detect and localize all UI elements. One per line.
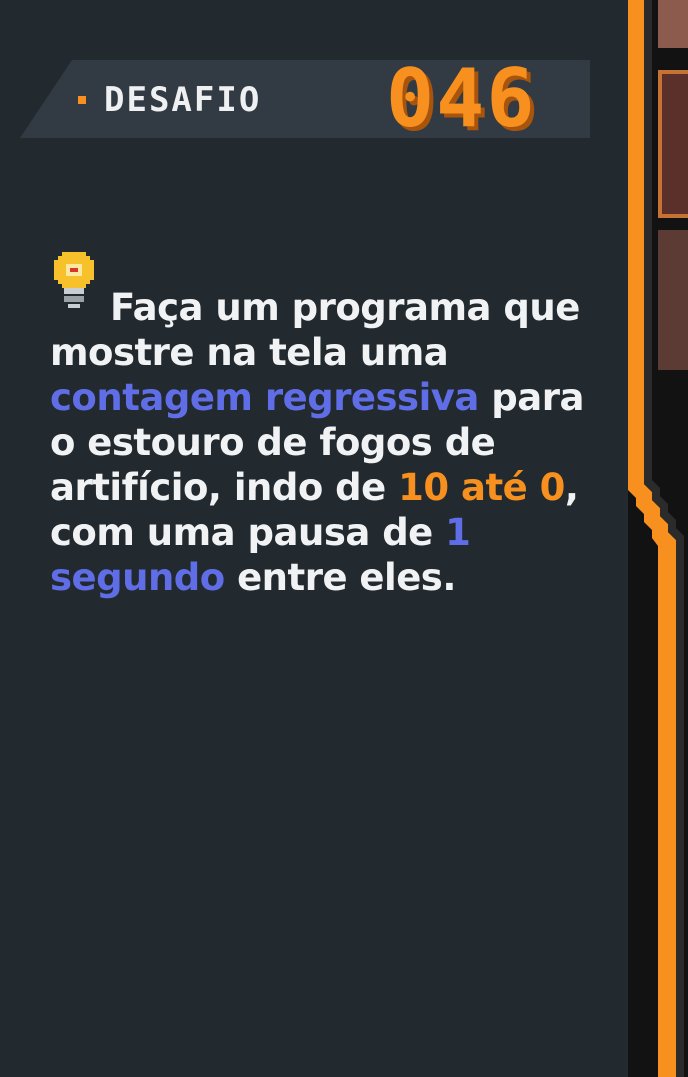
highlight-countdown: contagem regressiva	[50, 376, 479, 419]
challenge-number: 046	[386, 52, 537, 145]
orange-frame-icon	[628, 0, 688, 1077]
text-segment: Faça um programa que mostre na tela uma	[50, 286, 580, 374]
bullet-icon	[78, 96, 86, 104]
lightbulb-icon	[50, 266, 110, 306]
header-label: DESAFIO	[104, 80, 262, 120]
right-border-decoration	[628, 0, 688, 1077]
highlight-pause: 1 segundo	[50, 511, 471, 599]
text-segment: entre eles.	[224, 556, 456, 599]
highlight-range: 10 até 0	[398, 466, 565, 509]
text-segment: para o estouro de fogos de artifício, indo de	[50, 376, 584, 509]
text-segment: , com uma pausa de	[50, 466, 579, 554]
challenge-description	[50, 266, 610, 600]
